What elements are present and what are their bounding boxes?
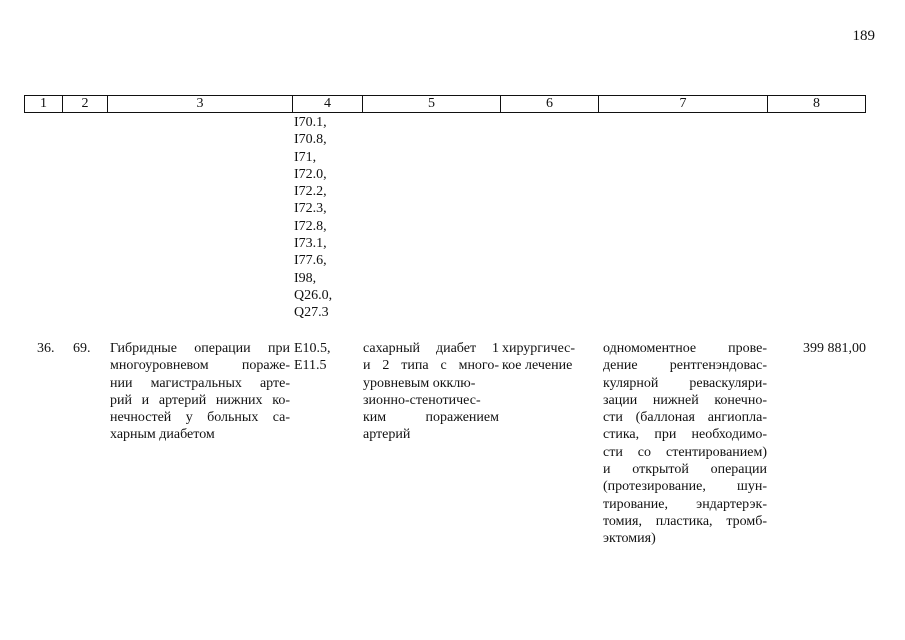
header-col-8: 8 [813,96,820,111]
diagnosis-codes [294,340,331,375]
treatment-method-line: стика, при необходимо- [603,427,767,443]
treatment-method-line: томия, пластика, тромб- [603,513,767,529]
header-col-1: 1 [25,96,63,112]
treatment-method-line: и открытой операции [603,462,767,478]
procedure-name-line: нечностей у больных са- [110,410,290,426]
diagnosis-code: I72.8, [294,218,327,234]
diagnosis-code: I73.1, [294,236,327,252]
continued-diagnosis-codes [294,114,332,322]
patient-model-line: сахарный диабет 1 [363,341,499,356]
treatment-method-line: зации нижней конечно- [603,392,767,408]
diagnosis-code: I70.8, [294,132,327,148]
patient-model-line: артерий [363,427,411,443]
treatment-method [603,340,767,548]
treatment-type-line: кое лечение [502,358,573,374]
procedure-name-line: многоуровневом пораже- [110,358,290,374]
treatment-method-line: тирование, эндартерэк- [603,496,767,512]
procedure-name-line: харным диабетом [110,427,215,443]
header-col-4: 4 [293,96,363,112]
treatment-method-line: дение рентгенэндовас- [603,358,767,374]
treatment-method-line: эктомия) [603,531,656,547]
patient-model-line: и 2 типа с много- [363,358,499,374]
header-col-5: 5 [363,96,501,112]
diagnosis-code: I72.3, [294,201,327,217]
treatment-method-line: одномоментное прове- [603,341,767,356]
row-sub-number: 69. [73,341,91,356]
diagnosis-code: I98, [294,270,317,286]
procedure-name [110,340,290,444]
header-col-7: 7 [599,96,768,112]
diagnosis-code: Q26.0, [294,287,333,303]
patient-model [363,340,499,444]
table-header-row [24,95,866,113]
row-number: 36. [37,341,55,356]
diagnosis-code: Q27.3 [294,305,329,321]
diagnosis-code: I72.2, [294,184,327,200]
patient-model-line: ким поражением [363,410,499,426]
patient-model-line: зионно-стенотичес- [363,392,481,408]
treatment-method-line: (протезирование, шун- [603,479,767,495]
diagnosis-code: I71, [294,149,317,165]
treatment-type [502,340,592,375]
treatment-type-line: хирургичес- [502,341,576,356]
header-col-3: 3 [108,96,293,112]
header-col-6: 6 [501,96,599,112]
treatment-method-line: сти со стентированием) [603,444,767,460]
header-col-2: 2 [63,96,108,112]
treatment-method-line: сти (баллоная ангиопла- [603,410,767,426]
procedure-name-line: рий и артерий нижних ко- [110,392,290,408]
diagnosis-code: E10.5, [294,341,331,356]
treatment-method-line: кулярной реваскуляри- [603,375,767,391]
procedure-name-line: нии магистральных арте- [110,375,290,391]
diagnosis-code: I70.1, [294,115,327,130]
patient-model-line: уровневым окклю- [363,375,476,391]
page-number: 189 [852,28,875,44]
cost-value: 399 881,00 [803,341,866,356]
procedure-name-line: Гибридные операции при [110,341,290,356]
diagnosis-code: I77.6, [294,253,327,269]
diagnosis-code: I72.0, [294,166,327,182]
diagnosis-code: E11.5 [294,358,327,374]
